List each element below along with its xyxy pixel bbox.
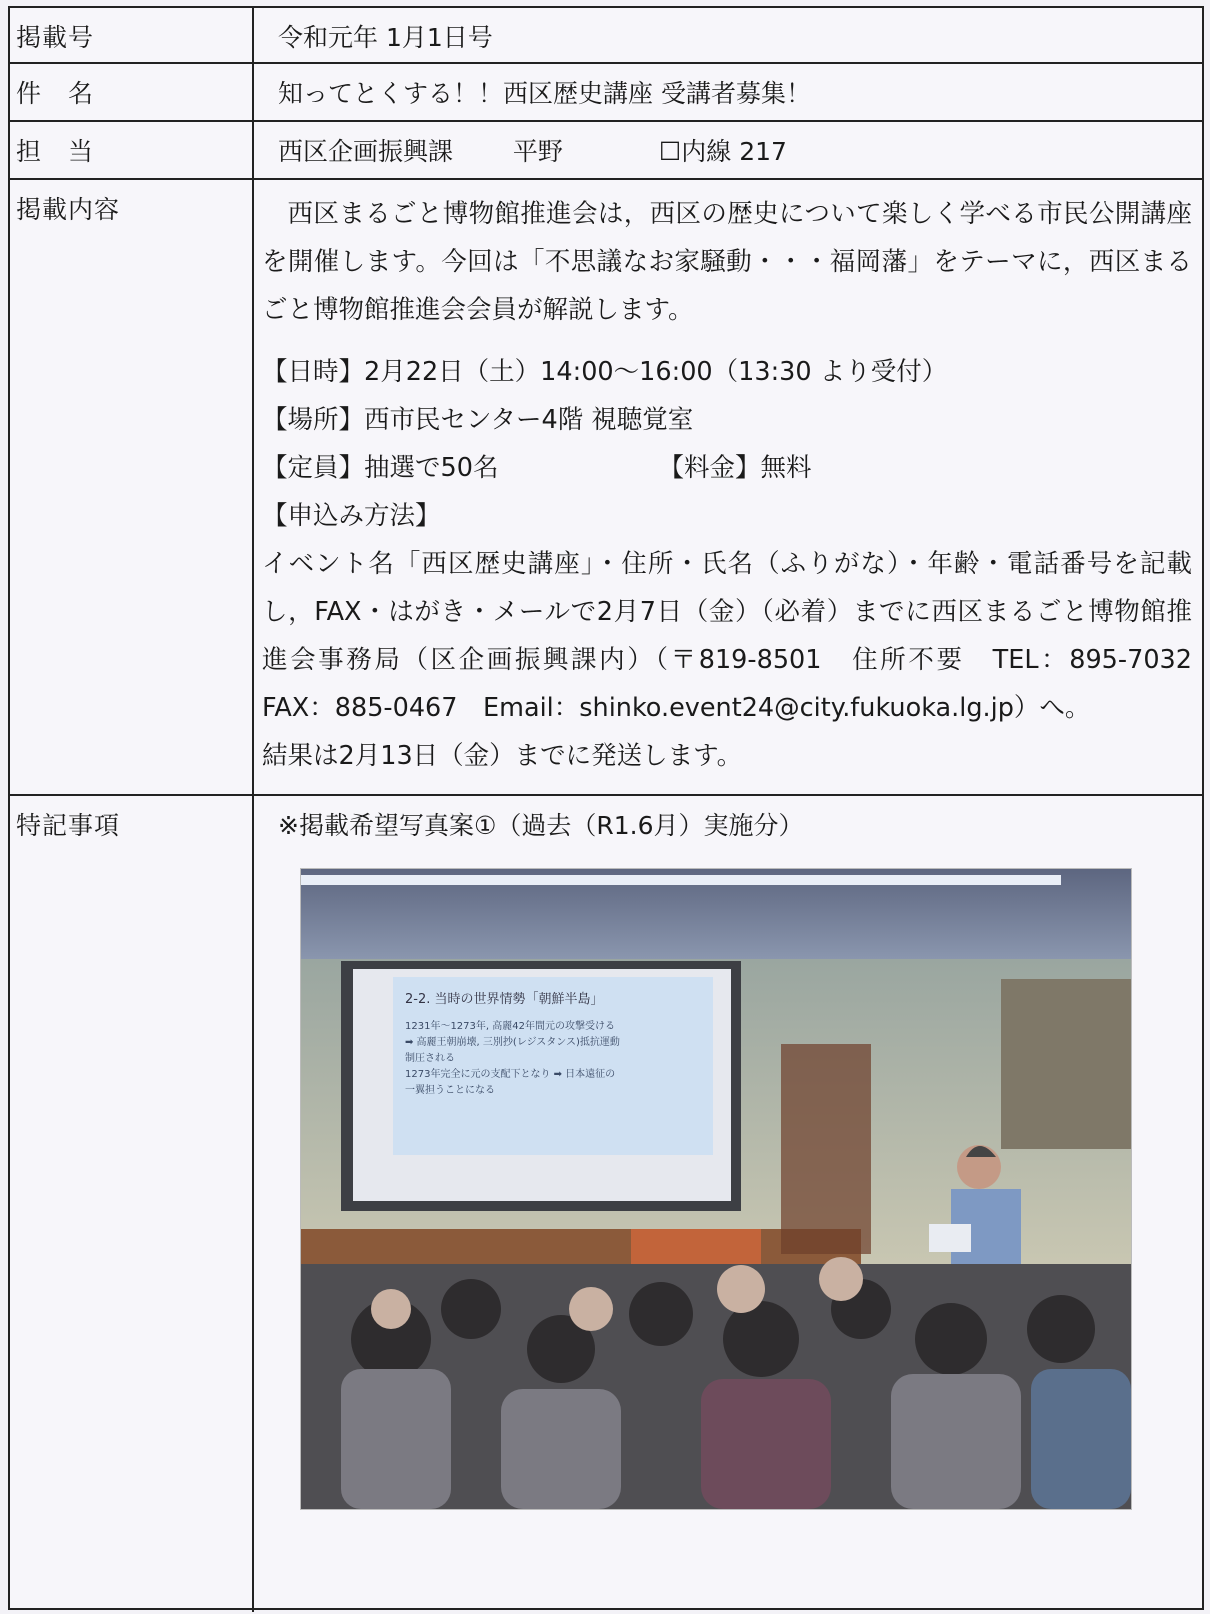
row-issue [10, 8, 1202, 64]
slide-line: 1273年完全に元の支配下となり ➡ 日本遠征の [405, 1069, 616, 1080]
slide-line: 制圧される [405, 1053, 455, 1064]
row-content [10, 180, 1202, 796]
contact-label: 担 当 [10, 122, 254, 178]
issue-label: 掲載号 [10, 8, 254, 62]
issue-value: 令和元年 1月1日号 [278, 23, 493, 52]
title-label: 件 名 [10, 64, 254, 120]
lecture-photo-illustration [301, 869, 1131, 1509]
slide-line: 一翼担うことになる [405, 1085, 495, 1096]
title-value: 知ってとくする！！西区歴史講座 受講者募集！ [278, 79, 811, 108]
notes-value: ※掲載希望写真案①（過去（R1.6月）実施分） [278, 811, 804, 840]
lecture-photo [300, 868, 1132, 1510]
row-title [10, 64, 1202, 122]
slide-title: 2-2. 当時の世界情勢「朝鮮半島」 [405, 992, 604, 1007]
content-result: 結果は2月13日（金）までに発送します。 [262, 741, 743, 771]
notes-label: 特記事項 [10, 796, 254, 1612]
content-capacity: 【定員】抽選で50名 [262, 453, 499, 483]
contact-dept: 西区企画振興課 [278, 137, 454, 166]
content-label: 掲載内容 [10, 180, 254, 794]
row-contact [10, 122, 1202, 180]
content-place: 【場所】西市民センター4階 視聴覚室 [262, 405, 694, 435]
content-body [256, 180, 1202, 794]
contact-name: 平野 [512, 137, 563, 166]
content-capacity-fee [262, 444, 1192, 492]
content-intro: 西区まるごと博物館推進会は，西区の歴史について楽しく学べる市民公開講座を開催します。今回は「不思議なお家騒動・・・福岡藩」をテーマに，西区まるごと博物館推進会会員が解説します。 [262, 199, 1192, 325]
contact-value [256, 122, 1202, 178]
content-datetime: 【日時】2月22日（土）14:00～16:00（13:30 より受付） [262, 357, 948, 387]
contact-ext: ☐内線 217 [658, 137, 787, 166]
content-fee: 【料金】無料 [658, 453, 812, 483]
slide-line: ➡ 高麗王朝崩壊, 三別抄(レジスタンス)抵抗運動 [405, 1037, 620, 1048]
slide-line: 1231年～1273年, 高麗42年間元の攻撃受ける [405, 1021, 615, 1032]
content-apply-head: 【申込み方法】 [262, 501, 441, 531]
content-apply-body: イベント名「西区歴史講座」・住所・氏名（ふりがな）・年齢・電話番号を記載し，FAX・はがき・メールで2月7日（金）（必着）までに西区まるごと博物館推進会事務局（区企画振興課内）（〒819-8501 住所不要 TEL：895-7032 FAX：885-0467 Email：shinko.event24@city.fukuoka.lg.jp）へ。 [262, 549, 1192, 723]
